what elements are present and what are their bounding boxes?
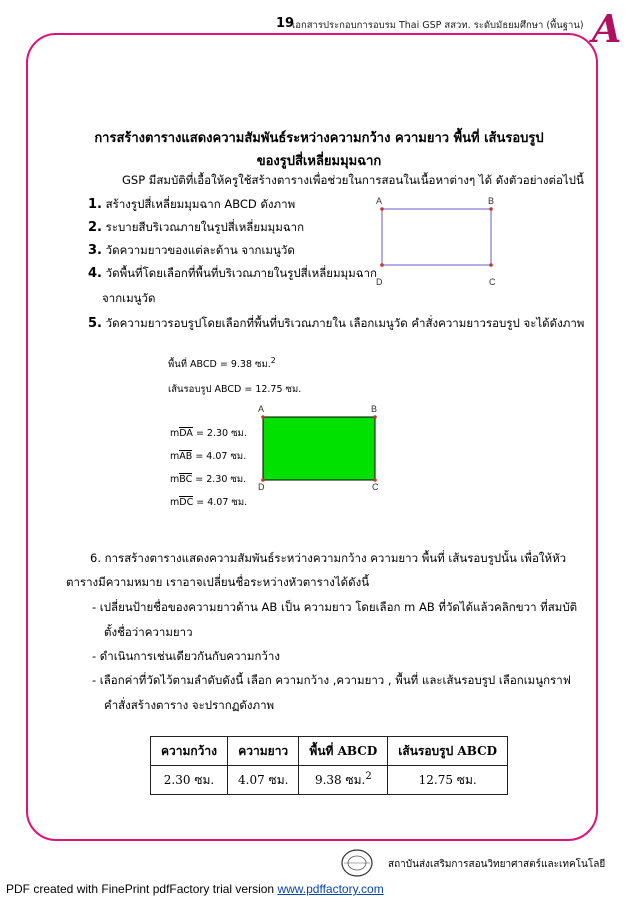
step-text: สร้างรูปสี่เหลี่ยมมุมฉาก ABCD ดังภาพ xyxy=(105,197,296,211)
footer-organization: สถาบันส่งเสริมการสอนวิทยาศาสตร์และเทคโนโลยี xyxy=(388,859,606,870)
step-text: จากเมนูวัด xyxy=(102,291,156,305)
figure-rectangle-outline xyxy=(368,194,508,290)
measure-dc xyxy=(170,495,247,510)
section-title-line2: ของรูปสี่เหลี่ยมมุมฉาก xyxy=(256,154,382,169)
step-3 xyxy=(88,242,295,260)
step-6-bullet-1-cont: ตั้งชื่อว่าความยาว xyxy=(104,625,193,639)
label-a: A xyxy=(258,404,265,414)
measure-value: = 2.30 ซม. xyxy=(195,474,247,485)
area-measurement xyxy=(168,356,276,372)
measure-da xyxy=(170,426,247,441)
figure-rectangle-filled xyxy=(252,402,392,492)
institute-seal-icon xyxy=(340,848,374,878)
segment-bc: BC xyxy=(179,474,193,485)
filled-rectangle-abcd xyxy=(263,417,375,480)
cell-area-sup: 2 xyxy=(365,770,372,782)
measure-ab xyxy=(170,449,246,464)
table-header-row xyxy=(151,737,508,766)
label-d: D xyxy=(258,482,265,492)
cell-area xyxy=(299,766,388,795)
intro-text: GSP มีสมบัติที่เอื้อให้ครูใช้สร้างตารางเพื่อช่วยในการสอนในเนื้อหาต่างๆ ได้ ดังตัวอย่างต่อไปนี้ xyxy=(122,173,584,187)
step-text: วัดความยาวรอบรูปโดยเลือกที่พื้นที่บริเวณภายใน เลือกเมนูวัด คำสั่งความยาวรอบรูป จะได้ดังภาพ xyxy=(105,316,585,330)
measure-bc xyxy=(170,472,246,487)
step-6-bullet-1: - เปลี่ยนป้ายชื่อของความยาวด้าน AB เป็น ความยาว โดยเลือก m AB ที่วัดได้แล้วคลิกขวา ที่สมบัติ xyxy=(92,600,578,614)
label-a: A xyxy=(376,196,383,206)
point-b xyxy=(489,207,493,211)
step-number: 5. xyxy=(88,316,102,331)
label-b: B xyxy=(371,404,378,414)
step-text: วัดพื้นที่โดยเลือกที่พื้นที่บริเวณภายในรูปสี่เหลี่ยมมุมฉาก xyxy=(105,266,377,280)
label-d: D xyxy=(376,277,383,287)
cell-area-value: 9.38 ซม. xyxy=(314,772,366,787)
step-4 xyxy=(88,265,377,283)
point-c xyxy=(489,263,493,267)
segment-dc: DC xyxy=(179,497,194,508)
step-5 xyxy=(88,315,584,333)
step-text: ระบายสีบริเวณภายในรูปสี่เหลี่ยมมุมฉาก xyxy=(105,220,305,234)
step-6-bullet-3-cont: คำสั่งสร้างตาราง จะปรากฏดังภาพ xyxy=(104,698,275,712)
step-number: 4. xyxy=(88,266,102,281)
pdf-footer-text: PDF created with FinePrint pdfFactory trial version xyxy=(6,882,278,896)
step-6-bullet-2: - ดำเนินการเช่นเดียวกันกับความกว้าง xyxy=(92,649,280,663)
measure-value: = 2.30 ซม. xyxy=(195,428,247,439)
header-logo: A xyxy=(592,6,622,51)
step-6-bullet-3: - เลือกค่าที่วัดไว้ตามลำดับดังนี้ เลือก ความกว้าง ,ความยาว , พื้นที่ และเส้นรอบรูป เลือกเมนูกราฟ xyxy=(92,673,571,687)
header-doc-title: เอกสารประกอบการอบรม Thai GSP สสวท. ระดับมัธยมศึกษา (พื้นฐาน) xyxy=(292,20,584,31)
segment-da: DA xyxy=(179,428,193,439)
area-text: พื้นที่ ABCD = 9.38 ซม. xyxy=(168,359,271,371)
step-number: 2. xyxy=(88,220,102,235)
table-row xyxy=(151,766,508,795)
point-d xyxy=(380,263,384,267)
step-4-continued xyxy=(102,290,155,308)
pdf-footer xyxy=(6,882,384,896)
cell-perimeter: 12.75 ซม. xyxy=(388,766,508,795)
measure-value: = 4.07 ซม. xyxy=(195,451,247,462)
result-table xyxy=(150,736,508,795)
step-2 xyxy=(88,219,304,237)
pdf-footer-link[interactable]: www.pdffactory.com xyxy=(277,882,384,896)
page-number: 19 xyxy=(276,16,295,31)
step-1 xyxy=(88,196,295,214)
step-6-line1: 6. การสร้างตารางแสดงความสัมพันธ์ระหว่างความกว้าง ความยาว พื้นที่ เส้นรอบรูปนั้น เพื่อให้หัว xyxy=(90,551,567,565)
header-perimeter: เส้นรอบรูป ABCD xyxy=(388,737,508,766)
header-width: ความกว้าง xyxy=(151,737,228,766)
measure-prefix: m xyxy=(170,451,180,462)
cell-width: 2.30 ซม. xyxy=(151,766,228,795)
header-length: ความยาว xyxy=(228,737,299,766)
rectangle-abcd xyxy=(382,209,491,265)
step-number: 1. xyxy=(88,197,102,212)
header-area: พื้นที่ ABCD xyxy=(299,737,388,766)
measure-prefix: m xyxy=(170,428,180,439)
section-title-line1: การสร้างตารางแสดงความสัมพันธ์ระหว่างความกว้าง ความยาว พื้นที่ เส้นรอบรูป xyxy=(94,131,544,146)
step-number: 3. xyxy=(88,243,102,258)
point-a xyxy=(261,415,265,419)
measure-prefix: m xyxy=(170,474,180,485)
point-b xyxy=(373,415,377,419)
step-text: วัดความยาวของแต่ละด้าน จากเมนูวัด xyxy=(105,243,295,257)
cell-length: 4.07 ซม. xyxy=(228,766,299,795)
area-sup: 2 xyxy=(270,356,276,365)
label-c: C xyxy=(372,482,379,492)
label-c: C xyxy=(489,277,496,287)
measure-prefix: m xyxy=(170,497,180,508)
measure-value: = 4.07 ซม. xyxy=(196,497,248,508)
point-a xyxy=(380,207,384,211)
segment-ab: AB xyxy=(179,451,193,462)
step-6-line2: ตารางมีความหมาย เราอาจเปลี่ยนชื่อระหว่างหัวตารางได้ดังนี้ xyxy=(66,575,370,589)
label-b: B xyxy=(488,196,495,206)
perimeter-measurement: เส้นรอบรูป ABCD = 12.75 ซม. xyxy=(168,384,302,395)
